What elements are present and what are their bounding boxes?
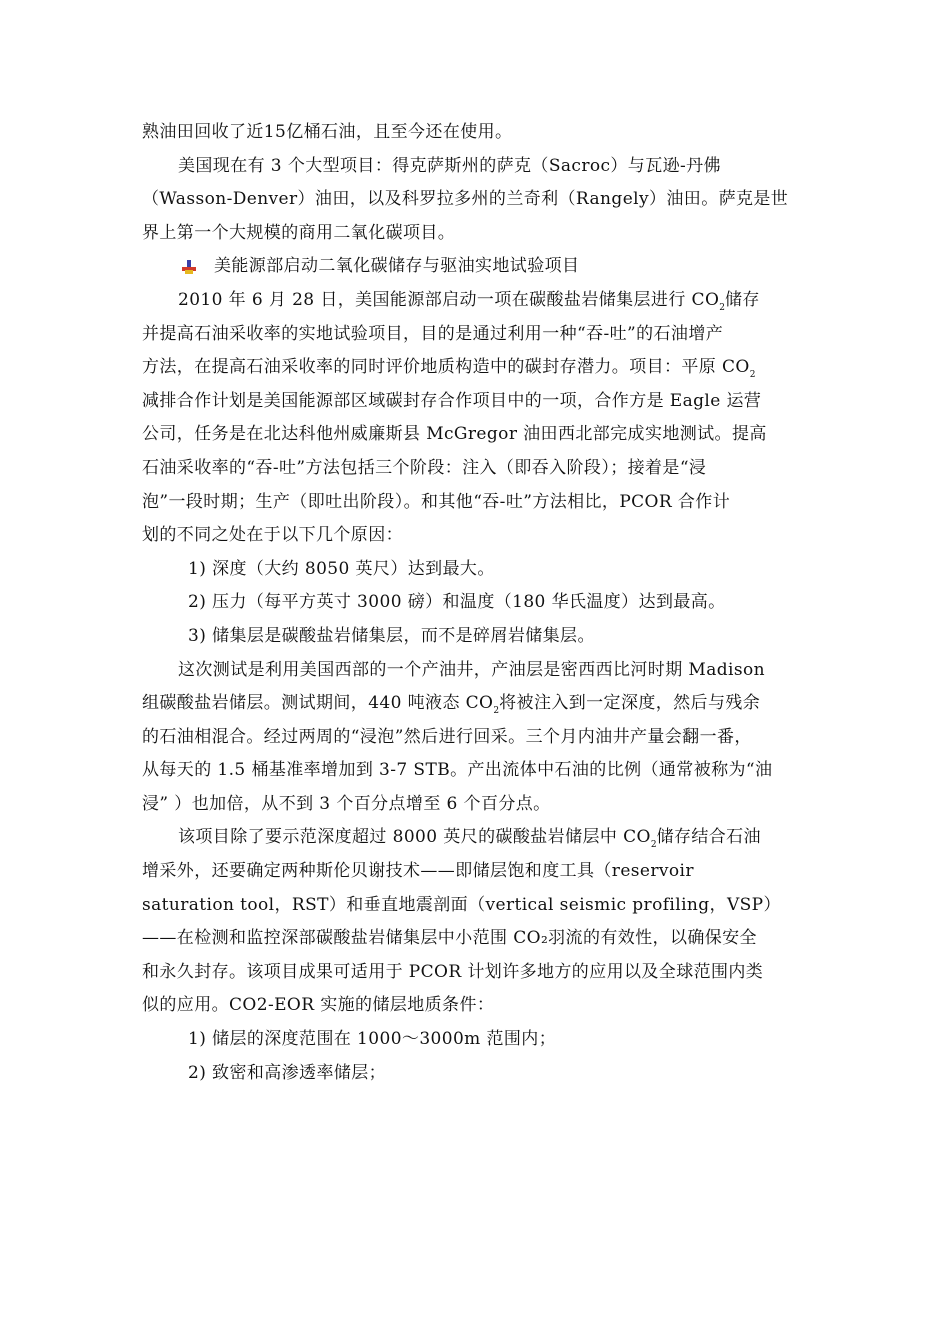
paragraph-line [142,687,810,721]
paragraph-line: 从每天的 1.5 桶基准率增加到 3-7 STB。产出流体中石油的比例（通常被称为“油 [142,760,773,781]
paragraph-line: 似的应用。CO2-EOR 实施的储层地质条件： [142,995,495,1016]
subscript: 2 [493,706,500,717]
paragraph-line: saturation tool，RST）和垂直地震剖面（vertical seismic profiling，VSP） [142,894,781,915]
paragraph-line: 减排合作计划是美国能源部区域碳封存合作项目中的一项，合作方是 Eagle 运营 [142,390,762,411]
paragraph-line: 划的不同之处在于以下几个原因： [142,525,403,546]
section-heading-text: 美能源部启动二氧化碳储存与驱油实地试验项目 [214,256,580,277]
text-run: 方法，在提高石油采收率的同时评价地质构造中的碳封存潜力。项目：平原 CO [142,357,750,378]
paragraph-line [142,351,810,385]
list-item: 2) 压力（每平方英寸 3000 磅）和温度（180 华氏温度）达到最高。 [188,592,726,613]
list-item: 1) 深度（大约 8050 英尺）达到最大。 [188,558,495,579]
text-run: 组碳酸盐岩储层。测试期间，440 吨液态 CO [142,693,494,714]
section-heading [142,250,810,284]
paragraph-line: 这次测试是利用美国西部的一个产油井，产油层是密西西比河时期 Madison [178,659,765,680]
paragraph-line: 浸” ）也加倍，从不到 3 个百分点增至 6 个百分点。 [142,793,551,814]
paragraph-line: 泡”一段时期；生产（即吐出阶段）。和其他“吞-吐”方法相比，PCOR 合作计 [142,491,731,512]
paragraph-line: 熟油田回收了近15亿桶石油，且至今还在使用。 [142,122,513,142]
paragraph-line: （Wasson-Denver）油田，以及科罗拉多州的兰奇利（Rangely）油田。萨克是世 [142,189,789,210]
subscript: 2 [650,840,657,851]
paragraph-line: 美国现在有 3 个大型项目：得克萨斯州的萨克（Sacroc）与瓦逊-丹佛 [178,155,721,176]
text-run: 储存 [725,289,760,310]
paragraph-line: 的石油相混合。经过两周的“浸泡”然后进行回采。三个月内油井产量会翻一番， [142,726,752,747]
subscript: 2 [749,370,756,381]
bullet-arrow-icon [182,260,196,274]
paragraph-line: ——在检测和监控深部碳酸盐岩储集层中小范围 CO₂羽流的有效性，以确保安全 [142,928,757,949]
text-run: 该项目除了要示范深度超过 8000 英尺的碳酸盐岩储层中 CO [178,827,651,848]
text-run: 储存结合石油 [656,827,761,848]
text-run: 将被注入到一定深度，然后与残余 [499,693,761,714]
list-item: 2) 致密和高渗透率储层； [188,1062,387,1083]
subscript: 2 [719,302,726,313]
list-item: 3) 储集层是碳酸盐岩储集层，而不是碎屑岩储集层。 [188,625,595,646]
paragraph-line: 和永久封存。该项目成果可适用于 PCOR 计划许多地方的应用以及全球范围内类 [142,961,764,982]
paragraph-line [142,284,810,318]
paragraph-line: 石油采收率的“吞-吐”方法包括三个阶段：注入（即吞入阶段）；接着是“浸 [142,457,707,478]
paragraph-line [142,821,810,855]
document-page [142,116,810,1090]
paragraph-line: 并提高石油采收率的实地试验项目，目的是通过利用一种“吞-吐”的石油增产 [142,323,724,344]
paragraph-line: 增采外，还要确定两种斯伦贝谢技术——即储层饱和度工具（reservoir [142,861,694,882]
paragraph-line: 界上第一个大规模的商用二氧化碳项目。 [142,222,456,243]
paragraph-line: 公司，任务是在北达科他州威廉斯县 McGregor 油田西北部完成实地测试。提高 [142,424,767,445]
text-run: 2010 年 6 月 28 日，美国能源部启动一项在碳酸盐岩储集层进行 CO [178,289,720,310]
list-item: 1) 储层的深度范围在 1000～3000m 范围内； [188,1029,557,1050]
